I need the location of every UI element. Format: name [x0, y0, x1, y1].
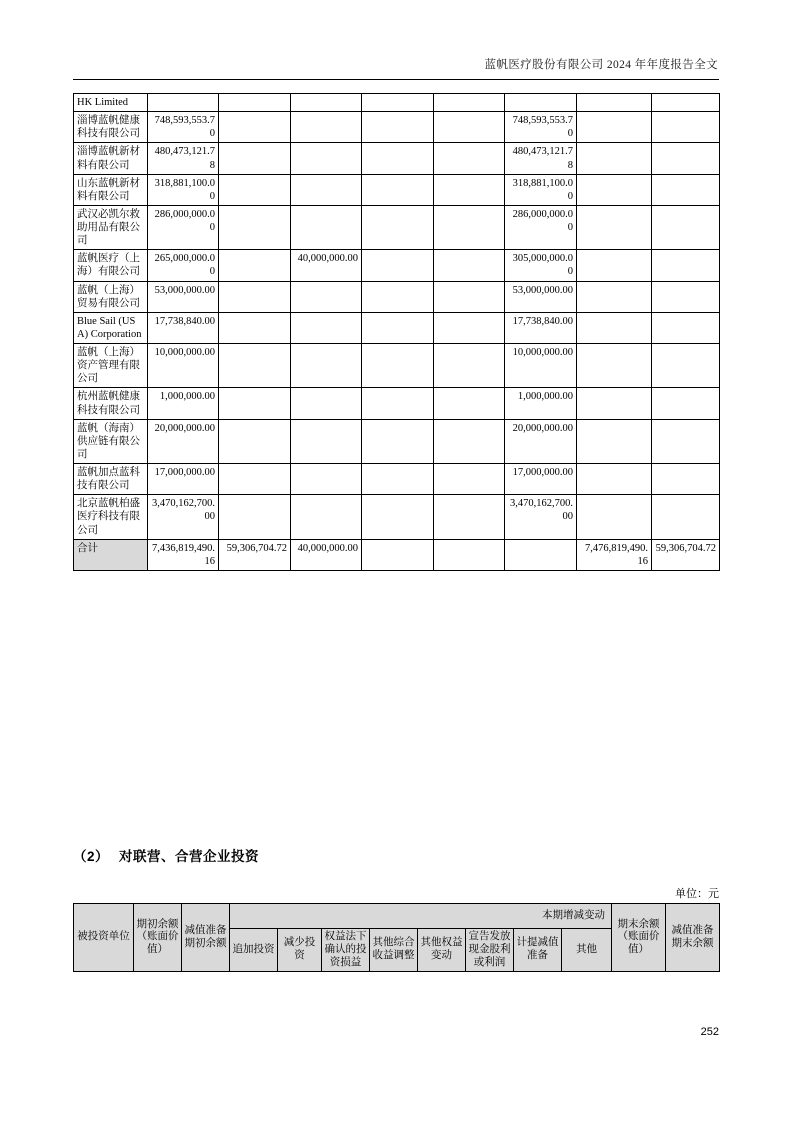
cell-begin-balance: 1,000,000.00 [148, 388, 219, 419]
total-decrease [362, 539, 434, 570]
subsidiary-table-body [74, 94, 720, 571]
cell-begin-balance: 318,881,100.00 [148, 174, 219, 205]
cell-impairment-begin [219, 94, 291, 112]
cell-decrease [362, 495, 434, 539]
cell-impairment-provision [434, 94, 505, 112]
cell-impairment-begin [219, 419, 291, 463]
cell-decrease [362, 388, 434, 419]
cell-end-balance [577, 312, 652, 343]
cell-increase [291, 174, 362, 205]
investee-name: 蓝帆加点蓝科技有限公司 [74, 464, 148, 495]
col-end-balance: 期末余额（账面价值） [612, 904, 666, 972]
cell-end-balance [577, 94, 652, 112]
cell-begin-balance [148, 94, 219, 112]
cell-impairment-begin [219, 312, 291, 343]
cell-end-balance [577, 205, 652, 249]
section-number: （2） [73, 849, 110, 864]
cell-decrease [362, 112, 434, 143]
total-impairment-provision [434, 539, 505, 570]
cell-end-balance [577, 174, 652, 205]
col-begin-balance: 期初余额（账面价值） [134, 904, 182, 972]
cell-decrease [362, 281, 434, 312]
total-impairment-begin: 59,306,704.72 [219, 539, 291, 570]
total-label: 合计 [74, 539, 148, 570]
cell-impairment-begin [219, 495, 291, 539]
cell-decrease [362, 205, 434, 249]
cell-impairment-end [652, 143, 720, 174]
cell-decrease [362, 94, 434, 112]
cell-other: 318,881,100.00 [505, 174, 577, 205]
investee-name: 淄博蓝帆健康科技有限公司 [74, 112, 148, 143]
cell-end-balance [577, 464, 652, 495]
cell-increase [291, 94, 362, 112]
cell-impairment-begin [219, 250, 291, 281]
cell-other: 20,000,000.00 [505, 419, 577, 463]
table-total-row [74, 539, 720, 570]
cell-end-balance [577, 495, 652, 539]
cell-decrease [362, 250, 434, 281]
investee-name: HK Limited [74, 94, 148, 112]
cell-impairment-begin [219, 112, 291, 143]
table-row [74, 281, 720, 312]
cell-begin-balance: 17,738,840.00 [148, 312, 219, 343]
col-other-equity-change: 其他权益变动 [418, 929, 466, 972]
cell-other: 3,470,162,700.00 [505, 495, 577, 539]
cell-begin-balance: 748,593,553.70 [148, 112, 219, 143]
header-group-row [74, 904, 720, 929]
cell-impairment-end [652, 312, 720, 343]
cell-begin-balance: 3,470,162,700.00 [148, 495, 219, 539]
cell-begin-balance: 17,000,000.00 [148, 464, 219, 495]
cell-increase [291, 344, 362, 388]
table-row [74, 419, 720, 463]
cell-impairment-end [652, 94, 720, 112]
cell-begin-balance: 10,000,000.00 [148, 344, 219, 388]
cell-other: 480,473,121.78 [505, 143, 577, 174]
table-row [74, 174, 720, 205]
col-other: 其他 [562, 929, 612, 972]
col-impairment-begin: 减值准备期初余额 [182, 904, 230, 972]
cell-end-balance [577, 388, 652, 419]
section-title: 对联营、合营企业投资 [119, 849, 260, 864]
cell-other: 1,000,000.00 [505, 388, 577, 419]
col-reduced-investment: 减少投资 [278, 929, 322, 972]
cell-other: 17,738,840.00 [505, 312, 577, 343]
cell-impairment-provision [434, 419, 505, 463]
cell-decrease [362, 143, 434, 174]
cell-end-balance [577, 143, 652, 174]
cell-impairment-provision [434, 205, 505, 249]
cell-increase [291, 205, 362, 249]
cell-begin-balance: 53,000,000.00 [148, 281, 219, 312]
cell-other [505, 94, 577, 112]
cell-impairment-provision [434, 112, 505, 143]
investee-name: 武汉必凯尔救助用品有限公司 [74, 205, 148, 249]
cell-end-balance [577, 281, 652, 312]
cell-other: 286,000,000.00 [505, 205, 577, 249]
cell-decrease [362, 344, 434, 388]
table-row [74, 250, 720, 281]
cell-end-balance [577, 112, 652, 143]
cell-begin-balance: 286,000,000.00 [148, 205, 219, 249]
total-other [505, 539, 577, 570]
cell-impairment-provision [434, 281, 505, 312]
cell-impairment-end [652, 112, 720, 143]
table-row [74, 464, 720, 495]
table-row [74, 94, 720, 112]
total-end-balance: 7,476,819,490.16 [577, 539, 652, 570]
table-row [74, 388, 720, 419]
cell-impairment-end [652, 250, 720, 281]
col-impairment-end: 减值准备期末余额 [666, 904, 720, 972]
cell-decrease [362, 174, 434, 205]
investee-name: 蓝帆（海南）供应链有限公司 [74, 419, 148, 463]
total-begin-balance: 7,436,819,490.16 [148, 539, 219, 570]
cell-impairment-end [652, 174, 720, 205]
cell-impairment-begin [219, 281, 291, 312]
cell-impairment-end [652, 281, 720, 312]
cell-impairment-end [652, 344, 720, 388]
table-row [74, 112, 720, 143]
table-row [74, 344, 720, 388]
cell-other: 17,000,000.00 [505, 464, 577, 495]
cell-decrease [362, 419, 434, 463]
cell-other: 10,000,000.00 [505, 344, 577, 388]
cell-impairment-begin [219, 388, 291, 419]
associate-table-header [74, 904, 720, 972]
cell-other: 748,593,553.70 [505, 112, 577, 143]
cell-impairment-end [652, 205, 720, 249]
col-additional-investment: 追加投资 [230, 929, 278, 972]
cell-impairment-begin [219, 174, 291, 205]
cell-other: 53,000,000.00 [505, 281, 577, 312]
col-oci-adjustment: 其他综合收益调整 [370, 929, 418, 972]
cell-impairment-begin [219, 464, 291, 495]
section-heading [73, 845, 259, 865]
cell-increase: 40,000,000.00 [291, 250, 362, 281]
cell-impairment-end [652, 495, 720, 539]
cell-increase [291, 419, 362, 463]
cell-increase [291, 495, 362, 539]
cell-increase [291, 312, 362, 343]
cell-other: 305,000,000.00 [505, 250, 577, 281]
cell-impairment-end [652, 464, 720, 495]
cell-decrease [362, 464, 434, 495]
cell-impairment-provision [434, 388, 505, 419]
cell-end-balance [577, 250, 652, 281]
cell-impairment-end [652, 388, 720, 419]
unit-label: 单位：元 [675, 888, 719, 900]
cell-increase [291, 464, 362, 495]
cell-decrease [362, 312, 434, 343]
cell-impairment-provision [434, 344, 505, 388]
cell-impairment-begin [219, 344, 291, 388]
investee-name: 蓝帆医疗（上海）有限公司 [74, 250, 148, 281]
col-investee-unit: 被投资单位 [74, 904, 134, 972]
cell-impairment-begin [219, 143, 291, 174]
subsidiary-investment-table [73, 93, 720, 571]
cell-end-balance [577, 344, 652, 388]
table-row [74, 312, 720, 343]
associate-investment-table [73, 903, 720, 972]
cell-impairment-end [652, 419, 720, 463]
cell-increase [291, 388, 362, 419]
cell-increase [291, 281, 362, 312]
table-row [74, 143, 720, 174]
total-increase: 40,000,000.00 [291, 539, 362, 570]
cell-begin-balance: 265,000,000.00 [148, 250, 219, 281]
cell-begin-balance: 480,473,121.78 [148, 143, 219, 174]
investee-name: 北京蓝帆柏盛医疗科技有限公司 [74, 495, 148, 539]
col-group-current-change: 本期增减变动 [230, 904, 612, 929]
investee-name: Blue Sail (USA) Corporation [74, 312, 148, 343]
cell-impairment-provision [434, 495, 505, 539]
cell-increase [291, 112, 362, 143]
investee-name: 杭州蓝帆健康科技有限公司 [74, 388, 148, 419]
page-header: 蓝帆医疗股份有限公司 2024 年年度报告全文 [484, 59, 718, 71]
header-divider [73, 79, 719, 80]
investee-name: 蓝帆（上海）资产管理有限公司 [74, 344, 148, 388]
cell-impairment-begin [219, 205, 291, 249]
cell-end-balance [577, 419, 652, 463]
table-row [74, 205, 720, 249]
total-impairment-end: 59,306,704.72 [652, 539, 720, 570]
col-impairment-accrual: 计提减值准备 [514, 929, 562, 972]
table-row [74, 495, 720, 539]
cell-impairment-provision [434, 174, 505, 205]
investee-name: 淄博蓝帆新材料有限公司 [74, 143, 148, 174]
cell-impairment-provision [434, 464, 505, 495]
cell-impairment-provision [434, 312, 505, 343]
cell-impairment-provision [434, 143, 505, 174]
cell-impairment-provision [434, 250, 505, 281]
cell-begin-balance: 20,000,000.00 [148, 419, 219, 463]
page-number: 252 [700, 1026, 719, 1038]
investee-name: 山东蓝帆新材料有限公司 [74, 174, 148, 205]
col-equity-method-income: 权益法下确认的投资损益 [322, 929, 370, 972]
col-declared-dividends: 宣告发放现金股利或利润 [466, 929, 514, 972]
investee-name: 蓝帆（上海）贸易有限公司 [74, 281, 148, 312]
cell-increase [291, 143, 362, 174]
